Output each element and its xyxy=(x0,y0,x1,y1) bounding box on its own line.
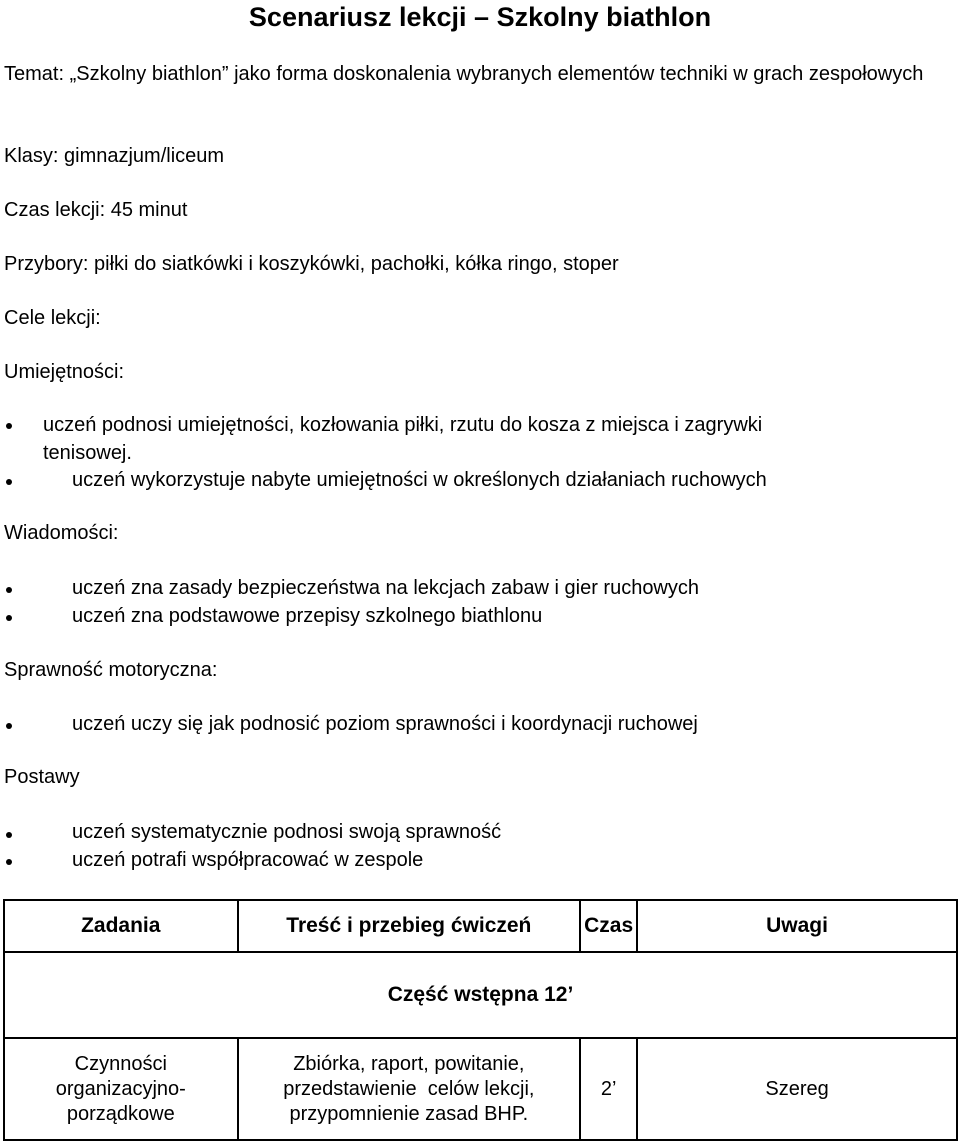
equipment-label: Przybory xyxy=(4,253,83,275)
equipment-value: : piłki do siatkówki i koszykówki, pachołki, kółka ringo, stoper xyxy=(82,253,619,275)
knowledge-item-2: uczeń zna podstawowe przepisy szkolnego biathlonu xyxy=(72,605,543,627)
cell-content xyxy=(238,1038,581,1140)
bullet-icon xyxy=(6,832,12,838)
table-header-row xyxy=(4,900,957,952)
topic-label: Temat xyxy=(4,63,59,85)
cell-text-line: przypomnienie zasad BHP. xyxy=(289,1102,529,1125)
class-label: Klasy xyxy=(4,145,53,167)
bullet-icon xyxy=(6,723,12,729)
cell-time: 2’ xyxy=(580,1038,637,1140)
knowledge-item-1: uczeń zna zasady bezpieczeństwa na lekcjach zabaw i gier ruchowych xyxy=(72,577,700,599)
cell-text-line: porządkowe xyxy=(66,1102,175,1125)
cell-text-line: Czynności xyxy=(74,1052,167,1075)
duration-line xyxy=(4,196,187,224)
skills-item-2: uczeń wykorzystuje nabyte umiejętności w określonych działaniach ruchowych xyxy=(72,469,767,491)
duration-label: Czas lekcji xyxy=(4,199,100,221)
page-title: Scenariusz lekcji – Szkolny biathlon xyxy=(248,2,712,32)
equipment-line xyxy=(4,250,619,278)
motor-heading: Sprawność motoryczna: xyxy=(4,659,218,681)
header-content: Treść i przebieg ćwiczeń xyxy=(238,900,581,952)
attitudes-item-2: uczeń potrafi współpracować w zespole xyxy=(72,849,424,871)
topic-line xyxy=(4,60,954,88)
header-tasks: Zadania xyxy=(4,900,238,952)
topic-value: : „Szkolny biathlon” jako forma doskonalenia wybranych elementów techniki w grach zespołowych xyxy=(58,63,924,85)
bullet-icon xyxy=(6,423,12,429)
bullet-icon xyxy=(6,859,12,865)
header-notes: Uwagi xyxy=(637,900,957,952)
cell-notes: Szereg xyxy=(637,1038,957,1140)
cell-text-line: przedstawienie celów lekcji, xyxy=(283,1077,535,1100)
attitudes-item-1: uczeń systematycznie podnosi swoją sprawność xyxy=(72,821,502,843)
bullet-icon xyxy=(6,479,12,485)
bullet-icon xyxy=(6,587,12,593)
skills-heading: Umiejętności: xyxy=(4,361,125,383)
duration-value: : 45 minut xyxy=(99,199,188,221)
cell-text-line: Zbiórka, raport, powitanie, xyxy=(293,1052,525,1075)
knowledge-heading: Wiadomości: xyxy=(4,522,119,544)
table-row xyxy=(4,1038,957,1140)
goals-heading: Cele lekcji: xyxy=(4,307,101,329)
motor-item-1: uczeń uczy się jak podnosić poziom sprawności i koordynacji ruchowej xyxy=(72,713,698,735)
section-row xyxy=(4,952,957,1038)
skills-item-1-cont: tenisowej. xyxy=(43,442,132,464)
class-value: : gimnazjum/liceum xyxy=(52,145,225,167)
class-line xyxy=(4,142,224,170)
cell-text-line: organizacyjno- xyxy=(55,1077,186,1100)
attitudes-heading: Postawy xyxy=(4,766,80,788)
skills-item-1: uczeń podnosi umiejętności, kozłowania piłki, rzutu do kosza z miejsca i zagrywki xyxy=(43,414,763,436)
bullet-icon xyxy=(6,615,12,621)
section-title: Część wstępna 12’ xyxy=(4,952,957,1038)
cell-tasks xyxy=(4,1038,238,1140)
lesson-plan-table xyxy=(3,899,958,1141)
header-time: Czas xyxy=(580,900,637,952)
